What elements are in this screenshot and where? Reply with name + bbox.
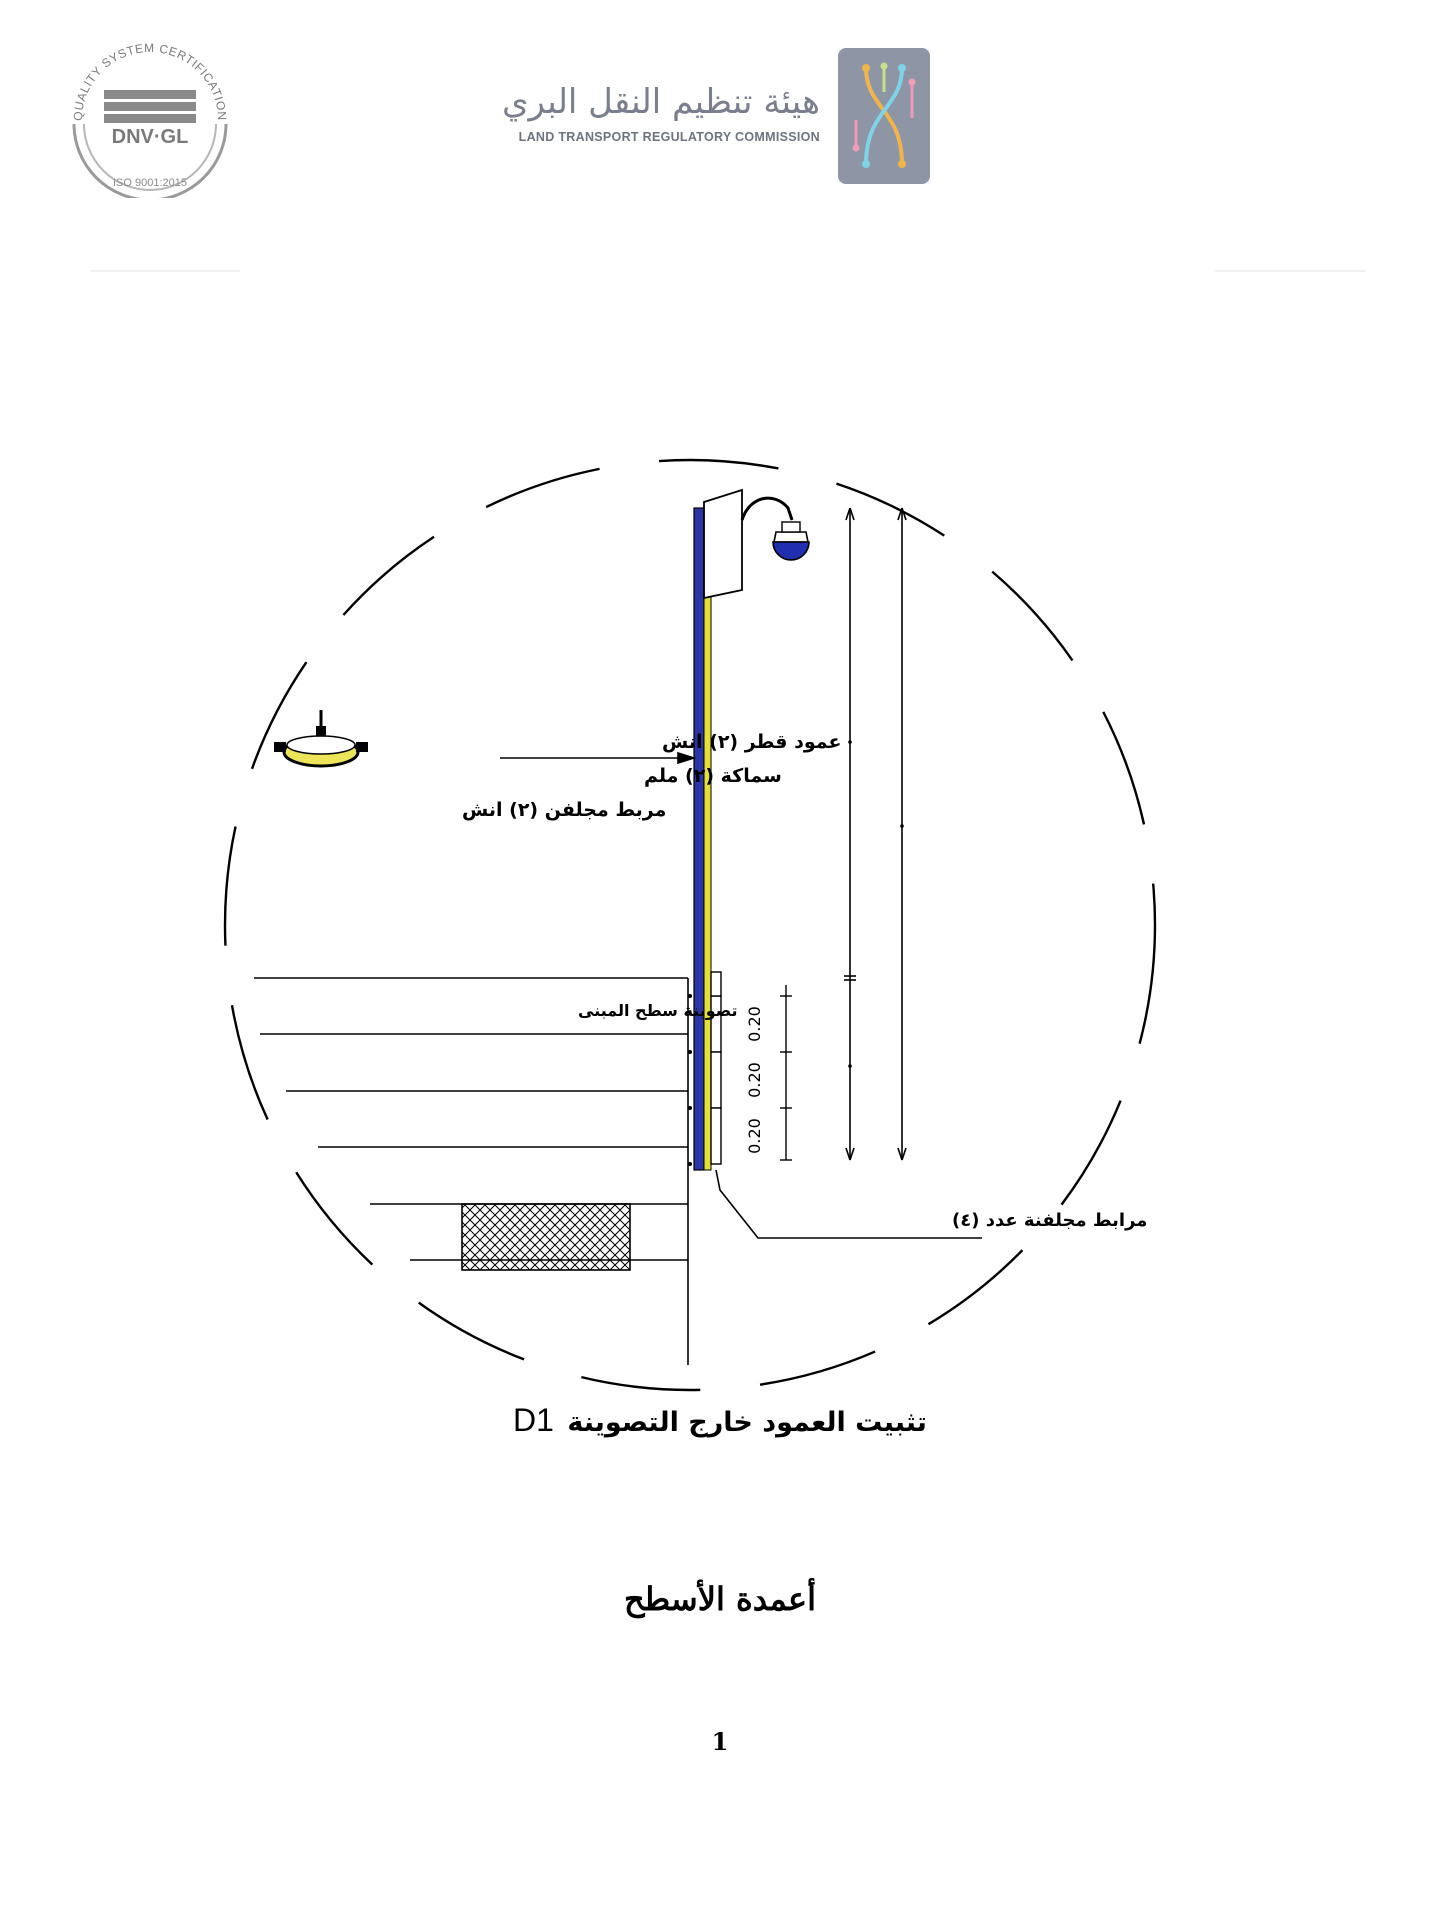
page-number: 1 <box>711 1727 729 1756</box>
small-dimension-lines <box>780 985 792 1160</box>
dimension-label-2: 0.20 <box>745 1062 764 1098</box>
fence-label: تصوينة سطح المبنى <box>578 1001 738 1020</box>
pole-label-line1: عمود قطر (٢) انش <box>662 731 842 753</box>
galvanized-clamp-icon <box>274 710 368 766</box>
header-divider-right <box>1215 270 1365 272</box>
ltrc-logo <box>501 48 930 184</box>
pole-coating <box>704 590 711 1170</box>
parapet-lines <box>254 978 688 1365</box>
certification-mark: DNV·GL <box>111 126 189 148</box>
pole-mounting-diagram <box>220 440 1190 1440</box>
brand-mark-icon <box>838 48 930 184</box>
drawing-caption-text: تثبيت العمود خارج التصوينة <box>567 1407 927 1438</box>
camera-arm <box>742 498 792 520</box>
clamp-label: مربط مجلفن (٢) انش <box>462 799 667 821</box>
detail-circle <box>225 460 1155 1390</box>
drawing-caption <box>0 1402 1440 1439</box>
brand-name-english: LAND TRANSPORT REGULATORY COMMISSION <box>518 130 820 144</box>
brackets-leader <box>716 1170 982 1238</box>
certification-ring-text: QUALITY SYSTEM CERTIFICATION <box>70 40 230 122</box>
certification-logo <box>60 28 240 198</box>
dimension-label-1: 0.20 <box>745 1006 764 1042</box>
certification-standard: ISO 9001:2015 <box>112 177 188 189</box>
height-dimension-lines <box>844 508 906 1160</box>
brand-name-arabic: هيئة تنظيم النقل البري <box>501 82 820 122</box>
drawing-code: D1 <box>513 1402 554 1438</box>
camera-icon <box>773 522 809 560</box>
dimension-dots <box>848 740 904 1068</box>
brackets-label: مرابط مجلفنة عدد (٤) <box>952 1210 1148 1231</box>
pole-label-arrow <box>500 753 694 763</box>
section-title: أعمدة الأسطح <box>623 1580 817 1618</box>
pole-body <box>694 508 704 1170</box>
hatched-block <box>462 1204 630 1270</box>
pole-label-line2: سماكة (٢) ملم <box>644 765 782 787</box>
dimension-label-3: 0.20 <box>745 1118 764 1154</box>
pole-top-plate <box>704 490 742 598</box>
header-divider-left <box>90 270 240 272</box>
